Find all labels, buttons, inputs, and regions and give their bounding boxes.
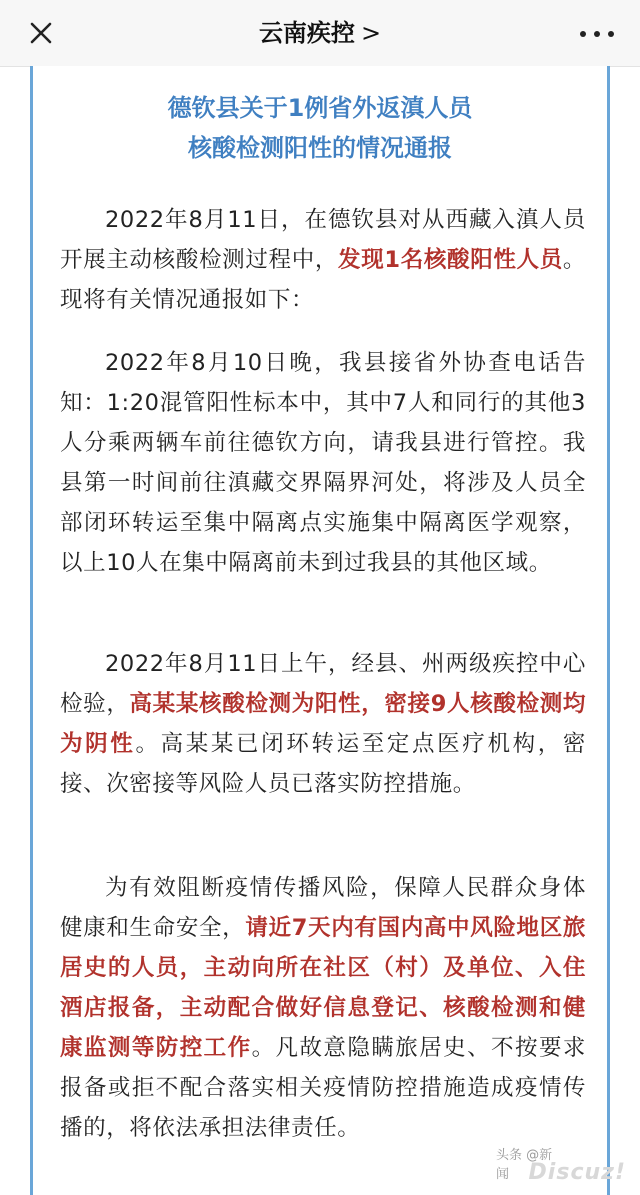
headline-line-2: 核酸检测阳性的情况通报 — [188, 134, 452, 162]
paragraph-1-highlight: 发现1名核酸阳性人员 — [338, 247, 563, 273]
watermark-source: 头条 @新闻 — [496, 1148, 553, 1182]
account-name-link[interactable] — [0, 16, 640, 50]
paragraph-3-text: 2022年8月11日上午，经县、州两级疾控中心检验， — [60, 651, 586, 717]
paragraph-4 — [60, 868, 586, 1148]
paragraph-2-text: 2022年8月10日晚，我县接省外协查电话告知：1:20混管阳性标本中，其中7人和同行的其他3人分乘两辆车前往德钦方向，请我县进行管控。我县第一时间前往滇藏交界隔界河处，将涉及人员全部闭环转运至集中隔离点实施集中隔离医学观察，以上10人在集中隔离前未到过我县的其他区域。 — [60, 350, 586, 576]
more-dot — [594, 31, 600, 37]
paragraph-1-text-end: 。现将有关情况通报如下： — [60, 247, 587, 313]
paragraph-1-text: 2022年8月11日，在德钦县对从西藏入滇人员开展主动核酸检测过程中， — [60, 207, 586, 273]
article-headline — [33, 88, 607, 168]
account-name: 云南疾控 — [258, 19, 355, 47]
more-dot — [608, 31, 614, 37]
top-navigation-bar — [0, 0, 640, 67]
paragraph-4-highlight: 请近7天内有国内高中风险地区旅居史的人员，主动向所在社区（村）及单位、入住酒店报备，主动配合做好信息登记、核酸检测和健康监测等防控工作 — [60, 915, 586, 1061]
more-options-button[interactable] — [574, 16, 620, 50]
paragraph-3-highlight: 高某某核酸检测为阳性，密接9人核酸检测均为阴性 — [60, 691, 586, 757]
paragraph-3 — [60, 644, 586, 804]
chevron-right-icon: > — [360, 19, 382, 47]
watermark-brand: Discuz! — [528, 1160, 626, 1185]
headline-line-1: 德钦县关于1例省外返滇人员 — [167, 94, 473, 122]
paragraph-4-text: 为有效阻断疫情传播风险，保障人民群众身体健康和生命安全， — [60, 875, 586, 941]
paragraph-1 — [60, 200, 586, 320]
paragraph-4-text-end: 。凡故意隐瞒旅居史、不按要求报备或拒不配合落实相关疫情防控措施造成疫情传播的，将依法承担法律责任。 — [60, 1035, 586, 1141]
article-body — [30, 66, 610, 1195]
paragraph-2 — [60, 343, 586, 583]
paragraph-3-text-end: 。高某某已闭环转运至定点医疗机构，密接、次密接等风险人员已落实防控措施。 — [60, 731, 586, 797]
more-dots-icon — [580, 31, 586, 37]
watermark — [496, 1148, 626, 1189]
